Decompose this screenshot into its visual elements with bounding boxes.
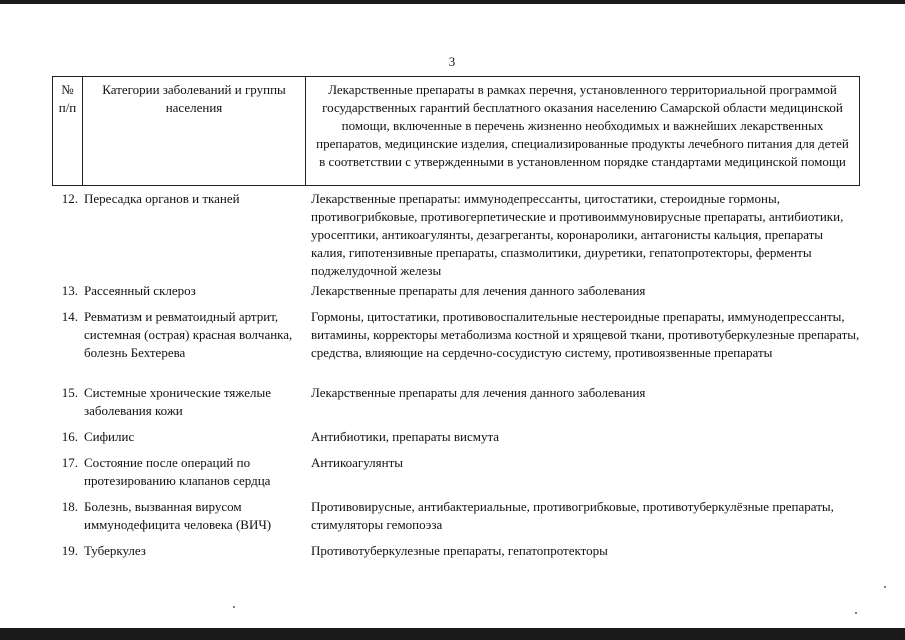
row-drugs: Гормоны, цитостатики, противовоспалительные нестероидные препараты, иммунодепрессанты, витамины, корректоры метаболизма костной и хрящевой ткани, противотуберкулезные препараты, средства, влияющие на сердечно-сосудистую систему, противоязвенные препараты (311, 309, 860, 360)
scan-bottom-edge (0, 628, 905, 640)
row-category: Пересадка органов и тканей (84, 191, 240, 206)
header-drugs: Лекарственные препараты в рамках перечня, установленного территориальной программой государственных гарантий бесплатного оказания населению Самарской области медицинской помощи, включенные в перечень жизненно необходимых и важнейших лекарственных препаратов, медицинские изделия, специализированные продукты лечебного питания для детей в соответствии с утвержденными в установленном порядке стандартами медицинской помощи (316, 82, 849, 169)
row-num: 17. (61, 455, 78, 470)
row-num: 18. (61, 499, 78, 514)
table-header (52, 76, 860, 186)
row-num: 14. (61, 309, 78, 324)
scan-top-edge (0, 0, 905, 4)
table-row (52, 384, 860, 420)
table-row (52, 454, 860, 490)
row-num: 19. (61, 543, 78, 558)
row-drugs: Лекарственные препараты для лечения данного заболевания (311, 385, 646, 400)
row-num: 16. (61, 429, 78, 444)
row-category: Состояние после операций по протезированию клапанов сердца (84, 455, 271, 488)
row-category: Рассеянный склероз (84, 283, 196, 298)
row-num: 15. (61, 385, 78, 400)
row-drugs: Антибиотики, препараты висмута (311, 429, 500, 444)
table-row (52, 282, 860, 300)
row-drugs: Лекарственные препараты для лечения данного заболевания (311, 283, 646, 298)
row-category: Туберкулез (84, 543, 146, 558)
row-drugs: Антикоагулянты (311, 455, 404, 470)
row-category: Системные хронические тяжелые заболевания кожи (84, 385, 271, 418)
table-row (52, 498, 860, 534)
header-category: Категории заболеваний и группы населения (83, 77, 306, 185)
row-drugs: Лекарственные препараты: иммунодепрессанты, цитостатики, стероидные гормоны, противогрибковые, противогерпетические и противоиммуновирусные препараты, антибиотики, уросептики, антикоагулянты, дезагреганты, коронаролики, антагонисты кальция, препараты калия, гипотензивные препараты, спазмолитики, диуретики, гепатопротекторы, ферменты поджелудочной железы (311, 191, 844, 278)
row-category: Сифилис (84, 429, 135, 444)
row-drugs: Противовирусные, антибактериальные, противогрибковые, противотуберкулёзные препараты, стимуляторы гемопоэза (311, 499, 834, 532)
row-drugs: Противотуберкулезные препараты, гепатопротекторы (311, 543, 608, 558)
scan-speck (855, 612, 857, 614)
row-num: 12. (61, 191, 78, 206)
table-row (52, 542, 860, 560)
row-num: 13. (61, 283, 78, 298)
row-category: Ревматизм и ревматоидный артрит, системная (острая) красная волчанка, болезнь Бехтерева (84, 309, 293, 360)
table-row (52, 190, 860, 280)
table-row (52, 308, 860, 362)
table-row (52, 428, 860, 446)
scan-speck (233, 606, 235, 608)
page-number: 3 (448, 54, 456, 69)
header-num: № п/п (53, 77, 83, 185)
row-category: Болезнь, вызванная вирусом иммунодефицита человека (ВИЧ) (84, 499, 272, 532)
scan-speck (884, 586, 886, 588)
